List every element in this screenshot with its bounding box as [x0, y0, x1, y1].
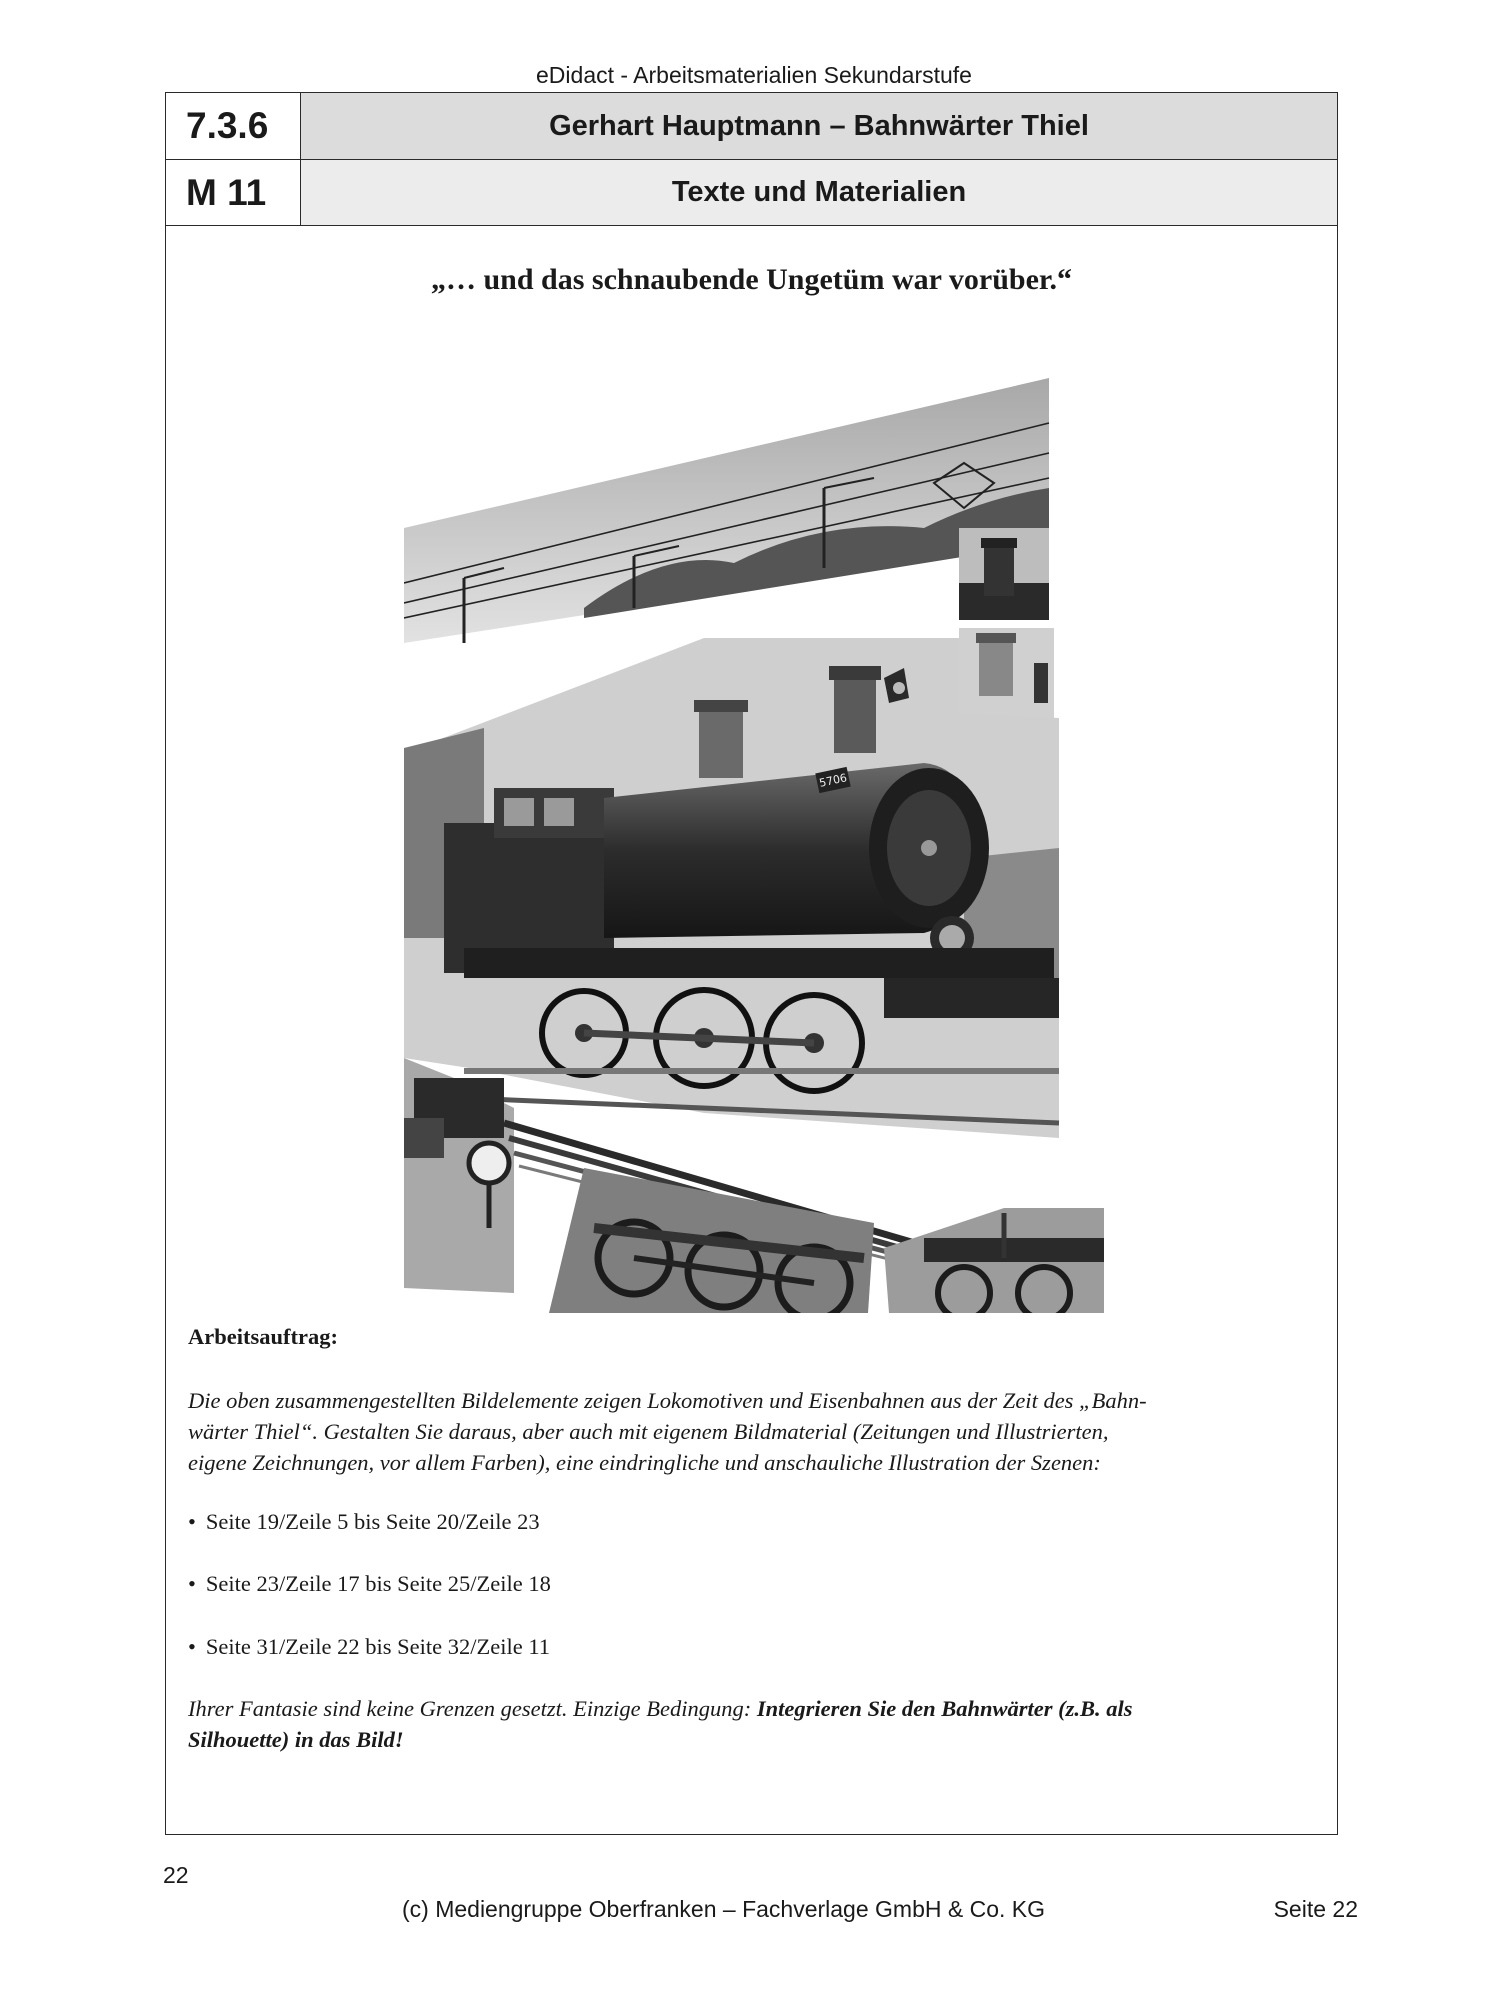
bullet-item: [188, 1631, 1315, 1662]
bullet-glyph: •: [188, 1571, 196, 1596]
footer-page: Seite 22: [1273, 1896, 1358, 1922]
bullet-item: [188, 1568, 1315, 1599]
quote-heading: „… und das schnaubende Ungetüm war vorüber.“: [431, 263, 1072, 296]
unit-code: 7.3.6: [166, 93, 301, 159]
chimney-cutout-bottom: [959, 628, 1054, 718]
page-number: 22: [163, 1862, 189, 1888]
task-line: Die oben zusammengestellten Bildelemente zeigen Lokomotiven und Eisenbahnen aus der Zeit des „Bahn-: [188, 1388, 1147, 1413]
header-row-unit: [166, 93, 1337, 160]
closing-note: [188, 1693, 1315, 1755]
closing-emphasis-1: Integrieren Sie den Bahnwärter (z.B. als: [756, 1696, 1133, 1721]
locomotive-collage-image: [404, 378, 1114, 1313]
locomotive-detail-cutout: [884, 1208, 1104, 1313]
closing-emphasis-2: Silhouette) in das Bild!: [188, 1727, 404, 1752]
material-title: Texte und Materialien: [301, 160, 1337, 225]
bullet-item: [188, 1506, 1315, 1537]
footer-copyright: (c) Mediengruppe Oberfranken – Fachverlage GmbH & Co. KG: [402, 1896, 1046, 1922]
material-code: M 11: [166, 160, 301, 225]
carriage-cutout: [404, 1058, 514, 1293]
bullet-text: Seite 19/Zeile 5 bis Seite 20/Zeile 23: [205, 1509, 540, 1534]
bullet-text: Seite 23/Zeile 17 bis Seite 25/Zeile 18: [205, 1571, 551, 1596]
bullet-text: Seite 31/Zeile 22 bis Seite 32/Zeile 11: [205, 1634, 550, 1659]
closing-italic: Ihrer Fantasie sind keine Grenzen gesetzt. Einzige Bedingung:: [188, 1696, 757, 1721]
task-heading: Arbeitsauftrag:: [188, 1324, 338, 1349]
header-row-material: [166, 160, 1337, 226]
locomotive-number-plate: 5706: [818, 771, 849, 790]
worksheet-frame: [165, 92, 1338, 1835]
task-line: wärter Thiel“. Gestalten Sie daraus, aber auch mit eigenem Bildmaterial (Zeitungen und Illustrierten,: [188, 1419, 1109, 1444]
bullet-glyph: •: [188, 1509, 196, 1534]
wheelset-cutout: [549, 1168, 874, 1313]
unit-title: Gerhart Hauptmann – Bahnwärter Thiel: [301, 93, 1337, 159]
catenary-strip: [404, 378, 1049, 643]
bullet-glyph: •: [188, 1634, 196, 1659]
document-header: eDidact - Arbeitsmaterialien Sekundarstufe: [536, 62, 972, 88]
chimney-cutout-top: [959, 528, 1049, 620]
task-instructions: [188, 1385, 1315, 1478]
task-line: eigene Zeichnungen, vor allem Farben), eine eindringliche und anschauliche Illustration der Szenen:: [188, 1450, 1101, 1475]
